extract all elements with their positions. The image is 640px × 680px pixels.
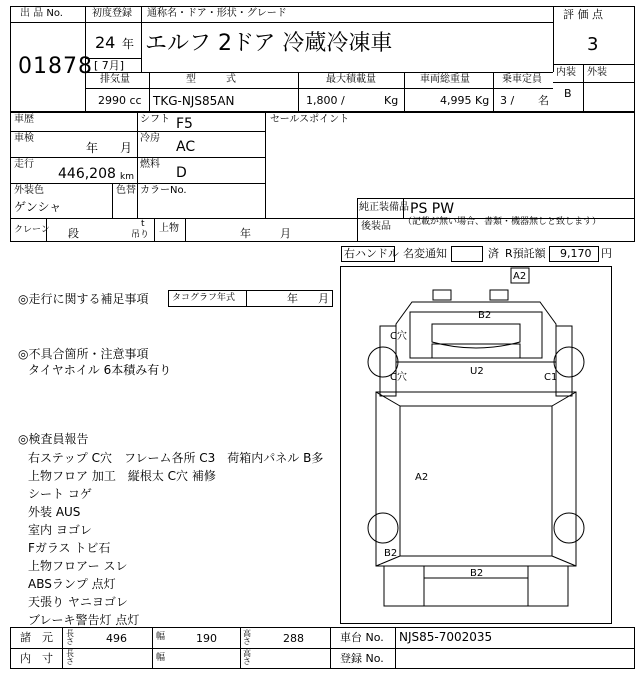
crane-label: クレーン [14,225,50,235]
aftermarket-note: （記載が無い場合、書類・機器無しと致します） [403,217,602,227]
int-width-label: 幅 [156,653,166,663]
liftgate-month: 月 [280,227,291,240]
recycle-amount-label: R預託額 [505,247,546,260]
grade-value: 3 [587,34,599,55]
first-reg-year: 24 [95,33,116,52]
crane-hoist: 吊り [131,230,150,240]
label-b2-left: B2 [384,548,398,559]
label-c-hole-upper: C穴 [390,331,407,342]
inspector-line: 右ステップ C穴 フレーム各所 C3 荷箱内パネル B多 [28,451,324,465]
int-length-label: 長さ [66,649,74,666]
lot-label: 出 品 No. [20,8,63,19]
first-reg-label: 初度登録 [92,8,132,19]
first-reg-month: [ 7月] [94,59,125,72]
chassis-label: 車台 No. [340,631,384,644]
gross-weight-label: 車両総重量 [420,74,470,85]
car-name: エルフ 2ドア 冷蔵冷凍車 [145,31,393,56]
width-label: 幅 [156,632,166,642]
inspector-label: ◎検査員報告 [18,432,89,446]
defects-text: タイヤホイル 6本積み有り [28,363,172,377]
displacement-label: 排気量 [100,74,130,85]
displacement: 2990 cc [98,94,142,107]
inspector-line: シート コゲ [28,487,92,501]
inspector-line: 上物フロア 加工 縦根太 C穴 補修 [28,469,216,483]
driving-remarks-label: ◎走行に関する補足事項 [18,292,149,306]
shift-label: シフト [140,114,170,125]
rear-left-wheel [368,513,398,543]
capacity-unit: 名 [538,94,549,107]
car-name-label: 通称名・ドア・形状・グレード [147,8,287,19]
crane-ton: t [141,219,145,229]
label-b2-top: B2 [478,310,492,321]
shift-value: F5 [176,116,193,132]
rear-right-wheel [554,513,584,543]
year-unit: 年 [122,37,135,51]
label-c1: C1 [544,372,558,383]
max-load-unit: Kg [384,94,399,107]
mileage-value: 446,208 [58,166,116,182]
label-u2: U2 [470,366,484,377]
liftgate-year: 年 [240,227,251,240]
gross-weight: 4,995 Kg [440,94,490,107]
fuel-value: D [176,165,187,181]
aftermarket-label: 後装品 [361,221,391,232]
recycle-done: 済 [488,247,499,260]
capacity-label: 乗車定員 [502,74,542,85]
fuel-label: 燃料 [140,159,160,170]
name-change-box [451,246,483,262]
capacity: 3 / [500,94,515,107]
inspector-line: ABSランプ 点灯 [28,577,116,591]
tacho-month: 月 [318,292,329,305]
sales-point-label: セールスポイント [270,114,350,125]
inspection-month: 月 [120,141,133,155]
exterior-color-label: 外装色 [14,185,44,196]
crane-stage: 段 [68,227,79,240]
exterior-grade-label: 外装 [587,67,607,78]
inspection-label: 車検 [14,133,34,144]
history-label: 車歴 [14,114,34,125]
aircon-value: AC [176,139,196,155]
inspector-line: Fガラス トビ石 [28,541,111,555]
interior-dims-label: 内 寸 [20,652,53,665]
grade-label: 評 価 点 [563,8,603,21]
recycle-amount: 9,170 [560,247,592,260]
length-label: 長さ [66,629,74,646]
length-value: 496 [106,632,127,645]
height-label: 高さ [243,629,251,646]
inspector-line: 室内 ヨゴレ [28,523,92,537]
label-b2-bottom: B2 [470,568,484,579]
interior-grade: B [564,87,572,100]
inspector-line: 外装 AUS [28,505,81,519]
cab-outline [396,302,556,362]
recycle-unit: 円 [601,247,612,260]
interior-grade-label: 内装 [556,67,576,78]
mileage-unit: km [120,172,134,182]
mileage-label: 走行 [14,159,34,170]
max-load-label: 最大積載量 [326,74,376,85]
equipment-label: 純正装備品 [359,202,409,213]
truck-damage-diagram [340,266,612,624]
lot-number: 01878 [18,54,93,79]
inspection-year: 年 [86,141,99,155]
label-a2-top: A2 [513,271,527,282]
aircon-label: 冷房 [140,133,160,144]
dims-label: 諸 元 [20,631,53,644]
name-change-label: 名変通知 [403,247,447,260]
label-c-hole-lower: C穴 [390,372,407,383]
model: TKG-NJS85AN [153,94,235,108]
color-no-label: カラーNo. [140,185,187,196]
registration-label: 登録 No. [340,652,384,665]
exterior-color: ゲンシャ [14,200,62,214]
inspector-line: 天張り ヤニヨゴレ [28,595,128,609]
tacho-year: 年 [287,292,298,305]
steering-side: 右ハンドル [344,247,399,260]
height-value: 288 [283,632,304,645]
cargo-box [376,392,576,566]
equipment-value: PS PW [410,201,455,217]
max-load: 1,800 / [306,94,345,107]
front-right-wheel [554,347,584,377]
label-a2-mid: A2 [415,472,429,483]
liftgate-label: 上物 [159,223,179,234]
width-value: 190 [196,632,217,645]
inspector-line: 上物フロアー スレ [28,559,128,573]
color-code-label: 色替 [116,185,136,196]
inspector-line: ブレーキ警告灯 点灯 [28,613,140,627]
model-label: 型 式 [186,74,236,85]
chassis-number: NJS85-7002035 [399,630,493,644]
defects-label: ◎不具合箇所・注意事項 [18,347,149,361]
int-height-label: 高さ [243,649,251,666]
tacho-label: タコグラフ年式 [172,293,236,303]
